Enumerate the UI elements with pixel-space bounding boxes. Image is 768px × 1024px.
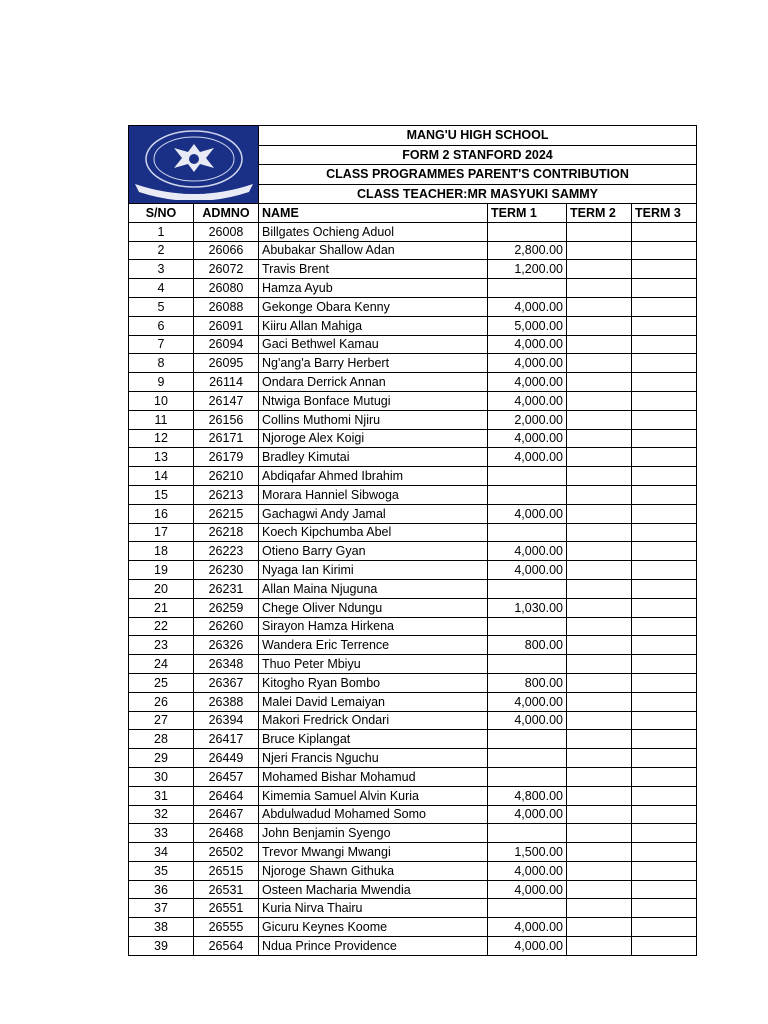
table-row [129, 730, 697, 749]
cell-term3 [632, 749, 697, 768]
cell-sno: 5 [129, 297, 194, 316]
cell-term3 [632, 391, 697, 410]
table-row [129, 598, 697, 617]
cell-term2 [567, 241, 632, 260]
cell-name: Gachagwi Andy Jamal [259, 504, 488, 523]
school-crest-icon [129, 126, 259, 200]
form-title: FORM 2 STANFORD 2024 [259, 145, 697, 165]
cell-term2 [567, 485, 632, 504]
table-row [129, 561, 697, 580]
table-row [129, 786, 697, 805]
cell-term1: 1,200.00 [488, 260, 567, 279]
cell-term3 [632, 899, 697, 918]
cell-name: Njeri Francis Nguchu [259, 749, 488, 768]
cell-sno: 10 [129, 391, 194, 410]
table-row [129, 373, 697, 392]
cell-term1: 4,000.00 [488, 448, 567, 467]
table-row [129, 542, 697, 561]
cell-term2 [567, 730, 632, 749]
cell-name: Morara Hanniel Sibwoga [259, 485, 488, 504]
cell-term1: 4,000.00 [488, 297, 567, 316]
cell-term2 [567, 880, 632, 899]
cell-admno: 26215 [194, 504, 259, 523]
cell-admno: 26468 [194, 824, 259, 843]
cell-term1: 4,000.00 [488, 561, 567, 580]
cell-term1 [488, 617, 567, 636]
cell-term1 [488, 655, 567, 674]
cell-term2 [567, 410, 632, 429]
cell-admno: 26449 [194, 749, 259, 768]
cell-term1: 4,000.00 [488, 429, 567, 448]
cell-admno: 26147 [194, 391, 259, 410]
cell-admno: 26457 [194, 767, 259, 786]
cell-term2 [567, 861, 632, 880]
cell-admno: 26417 [194, 730, 259, 749]
cell-term2 [567, 504, 632, 523]
cell-term1: 4,800.00 [488, 786, 567, 805]
table-row [129, 222, 697, 241]
cell-admno: 26260 [194, 617, 259, 636]
col-term2: TERM 2 [567, 204, 632, 223]
cell-term2 [567, 354, 632, 373]
cell-sno: 32 [129, 805, 194, 824]
cell-term3 [632, 673, 697, 692]
cell-sno: 3 [129, 260, 194, 279]
cell-term3 [632, 786, 697, 805]
cell-sno: 8 [129, 354, 194, 373]
cell-term1: 800.00 [488, 636, 567, 655]
cell-name: Chege Oliver Ndungu [259, 598, 488, 617]
cell-term1 [488, 767, 567, 786]
table-row [129, 805, 697, 824]
cell-sno: 11 [129, 410, 194, 429]
cell-sno: 1 [129, 222, 194, 241]
cell-name: Osteen Macharia Mwendia [259, 880, 488, 899]
cell-term2 [567, 786, 632, 805]
cell-term3 [632, 918, 697, 937]
cell-name: Malei David Lemaiyan [259, 692, 488, 711]
cell-term1: 4,000.00 [488, 937, 567, 956]
cell-sno: 14 [129, 467, 194, 486]
cell-term2 [567, 316, 632, 335]
cell-admno: 26088 [194, 297, 259, 316]
cell-term2 [567, 448, 632, 467]
col-sno: S/NO [129, 204, 194, 223]
table-row [129, 279, 697, 298]
cell-name: Abdiqafar Ahmed Ibrahim [259, 467, 488, 486]
table-row [129, 899, 697, 918]
cell-term3 [632, 222, 697, 241]
cell-term2 [567, 222, 632, 241]
cell-sno: 28 [129, 730, 194, 749]
table-body [129, 222, 697, 955]
table-row [129, 297, 697, 316]
table-row [129, 711, 697, 730]
cell-name: Allan Maina Njuguna [259, 579, 488, 598]
cell-name: Otieno Barry Gyan [259, 542, 488, 561]
cell-sno: 30 [129, 767, 194, 786]
cell-sno: 38 [129, 918, 194, 937]
cell-term1: 4,000.00 [488, 861, 567, 880]
cell-term3 [632, 561, 697, 580]
cell-admno: 26210 [194, 467, 259, 486]
cell-term3 [632, 542, 697, 561]
cell-admno: 26080 [194, 279, 259, 298]
cell-name: Gicuru Keynes Koome [259, 918, 488, 937]
cell-admno: 26348 [194, 655, 259, 674]
cell-admno: 26230 [194, 561, 259, 580]
cell-admno: 26467 [194, 805, 259, 824]
cell-admno: 26094 [194, 335, 259, 354]
cell-term1: 2,000.00 [488, 410, 567, 429]
cell-admno: 26464 [194, 786, 259, 805]
cell-term3 [632, 843, 697, 862]
cell-term2 [567, 373, 632, 392]
table-row [129, 260, 697, 279]
table-row [129, 880, 697, 899]
school-name: MANG'U HIGH SCHOOL [259, 126, 697, 146]
cell-name: Abdulwadud Mohamed Somo [259, 805, 488, 824]
cell-admno: 26259 [194, 598, 259, 617]
cell-term3 [632, 655, 697, 674]
cell-term2 [567, 692, 632, 711]
cell-sno: 4 [129, 279, 194, 298]
cell-term3 [632, 880, 697, 899]
cell-admno: 26091 [194, 316, 259, 335]
cell-sno: 25 [129, 673, 194, 692]
table-row [129, 241, 697, 260]
cell-term3 [632, 429, 697, 448]
cell-term2 [567, 598, 632, 617]
cell-term1: 4,000.00 [488, 391, 567, 410]
cell-term1 [488, 749, 567, 768]
cell-term1 [488, 485, 567, 504]
cell-name: Koech Kipchumba Abel [259, 523, 488, 542]
cell-admno: 26072 [194, 260, 259, 279]
cell-term1: 4,000.00 [488, 335, 567, 354]
cell-name: Bradley Kimutai [259, 448, 488, 467]
cell-sno: 16 [129, 504, 194, 523]
cell-name: Ndua Prince Providence [259, 937, 488, 956]
cell-term2 [567, 523, 632, 542]
cell-term2 [567, 843, 632, 862]
cell-term2 [567, 579, 632, 598]
cell-term2 [567, 297, 632, 316]
table-row [129, 316, 697, 335]
cell-sno: 26 [129, 692, 194, 711]
cell-sno: 12 [129, 429, 194, 448]
svg-text:MANG'U: MANG'U [182, 190, 206, 196]
cell-sno: 20 [129, 579, 194, 598]
cell-term3 [632, 373, 697, 392]
cell-sno: 33 [129, 824, 194, 843]
cell-admno: 26218 [194, 523, 259, 542]
cell-term3 [632, 824, 697, 843]
table-row [129, 391, 697, 410]
table-row [129, 918, 697, 937]
col-term1: TERM 1 [488, 204, 567, 223]
cell-term2 [567, 655, 632, 674]
table-row [129, 617, 697, 636]
cell-name: Kuria Nirva Thairu [259, 899, 488, 918]
table-row [129, 655, 697, 674]
table-header [129, 126, 697, 223]
cell-term3 [632, 805, 697, 824]
cell-sno: 29 [129, 749, 194, 768]
cell-name: Bruce Kiplangat [259, 730, 488, 749]
col-name: NAME [259, 204, 488, 223]
table-row [129, 448, 697, 467]
cell-term3 [632, 316, 697, 335]
cell-sno: 9 [129, 373, 194, 392]
cell-sno: 23 [129, 636, 194, 655]
table-row [129, 335, 697, 354]
cell-term3 [632, 598, 697, 617]
cell-term3 [632, 279, 697, 298]
table-row [129, 937, 697, 956]
cell-term3 [632, 711, 697, 730]
cell-admno: 26502 [194, 843, 259, 862]
cell-term1: 1,500.00 [488, 843, 567, 862]
table-row [129, 429, 697, 448]
cell-term1 [488, 523, 567, 542]
cell-admno: 26114 [194, 373, 259, 392]
cell-term2 [567, 467, 632, 486]
cell-term3 [632, 354, 697, 373]
cell-term2 [567, 617, 632, 636]
cell-name: Kitogho Ryan Bombo [259, 673, 488, 692]
cell-sno: 24 [129, 655, 194, 674]
cell-admno: 26213 [194, 485, 259, 504]
cell-name: Hamza Ayub [259, 279, 488, 298]
cell-term3 [632, 937, 697, 956]
cell-name: Travis Brent [259, 260, 488, 279]
table-row [129, 485, 697, 504]
contribution-table [128, 125, 697, 956]
cell-term3 [632, 861, 697, 880]
cell-sno: 36 [129, 880, 194, 899]
cell-term1: 4,000.00 [488, 711, 567, 730]
cell-term1: 4,000.00 [488, 373, 567, 392]
cell-term2 [567, 918, 632, 937]
cell-term3 [632, 260, 697, 279]
table-row [129, 636, 697, 655]
school-logo [129, 126, 259, 204]
cell-term2 [567, 429, 632, 448]
cell-sno: 27 [129, 711, 194, 730]
cell-sno: 17 [129, 523, 194, 542]
cell-term1: 4,000.00 [488, 880, 567, 899]
cell-name: Thuo Peter Mbiyu [259, 655, 488, 674]
cell-admno: 26179 [194, 448, 259, 467]
cell-term3 [632, 523, 697, 542]
cell-term3 [632, 692, 697, 711]
cell-term3 [632, 485, 697, 504]
cell-name: Njoroge Shawn Githuka [259, 861, 488, 880]
table-row [129, 824, 697, 843]
table-row [129, 692, 697, 711]
cell-admno: 26066 [194, 241, 259, 260]
cell-sno: 7 [129, 335, 194, 354]
cell-admno: 26367 [194, 673, 259, 692]
cell-name: Makori Fredrick Ondari [259, 711, 488, 730]
cell-admno: 26095 [194, 354, 259, 373]
contribution-sheet [128, 125, 696, 956]
cell-sno: 6 [129, 316, 194, 335]
cell-term1: 4,000.00 [488, 692, 567, 711]
cell-sno: 18 [129, 542, 194, 561]
cell-term3 [632, 448, 697, 467]
cell-term2 [567, 260, 632, 279]
cell-name: Abubakar Shallow Adan [259, 241, 488, 260]
cell-name: Kiiru Allan Mahiga [259, 316, 488, 335]
cell-term2 [567, 899, 632, 918]
cell-term1: 4,000.00 [488, 918, 567, 937]
table-row [129, 843, 697, 862]
column-headers [129, 204, 697, 223]
cell-term1 [488, 899, 567, 918]
cell-sno: 37 [129, 899, 194, 918]
cell-term2 [567, 937, 632, 956]
cell-term1 [488, 222, 567, 241]
table-row [129, 673, 697, 692]
cell-name: Ondara Derrick Annan [259, 373, 488, 392]
cell-term3 [632, 335, 697, 354]
cell-sno: 34 [129, 843, 194, 862]
cell-term2 [567, 711, 632, 730]
cell-term1: 4,000.00 [488, 805, 567, 824]
cell-admno: 26156 [194, 410, 259, 429]
table-row [129, 861, 697, 880]
cell-term3 [632, 241, 697, 260]
cell-term3 [632, 410, 697, 429]
cell-term1 [488, 824, 567, 843]
cell-name: Kimemia Samuel Alvin Kuria [259, 786, 488, 805]
cell-name: Billgates Ochieng Aduol [259, 222, 488, 241]
cell-term2 [567, 767, 632, 786]
table-row [129, 410, 697, 429]
cell-term2 [567, 749, 632, 768]
cell-term2 [567, 391, 632, 410]
table-row [129, 467, 697, 486]
cell-term1: 4,000.00 [488, 504, 567, 523]
cell-name: Njoroge Alex Koigi [259, 429, 488, 448]
cell-term3 [632, 730, 697, 749]
cell-admno: 26555 [194, 918, 259, 937]
cell-term1: 4,000.00 [488, 354, 567, 373]
cell-term3 [632, 467, 697, 486]
cell-term1 [488, 730, 567, 749]
cell-term1: 2,800.00 [488, 241, 567, 260]
cell-sno: 39 [129, 937, 194, 956]
cell-admno: 26223 [194, 542, 259, 561]
cell-name: Collins Muthomi Njiru [259, 410, 488, 429]
cell-admno: 26531 [194, 880, 259, 899]
cell-term2 [567, 673, 632, 692]
cell-term3 [632, 504, 697, 523]
cell-term3 [632, 767, 697, 786]
cell-term2 [567, 824, 632, 843]
cell-sno: 13 [129, 448, 194, 467]
cell-name: Ng'ang'a Barry Herbert [259, 354, 488, 373]
cell-admno: 26171 [194, 429, 259, 448]
cell-term3 [632, 617, 697, 636]
cell-admno: 26515 [194, 861, 259, 880]
col-term3: TERM 3 [632, 204, 697, 223]
cell-sno: 19 [129, 561, 194, 580]
cell-name: Sirayon Hamza Hirkena [259, 617, 488, 636]
cell-sno: 15 [129, 485, 194, 504]
cell-term2 [567, 561, 632, 580]
class-teacher: CLASS TEACHER:MR MASYUKI SAMMY [259, 184, 697, 204]
cell-name: Gekonge Obara Kenny [259, 297, 488, 316]
cell-admno: 26388 [194, 692, 259, 711]
cell-name: Wandera Eric Terrence [259, 636, 488, 655]
cell-admno: 26551 [194, 899, 259, 918]
sheet-subject: CLASS PROGRAMMES PARENT'S CONTRIBUTION [259, 165, 697, 185]
cell-term3 [632, 579, 697, 598]
cell-name: Trevor Mwangi Mwangi [259, 843, 488, 862]
cell-term1: 800.00 [488, 673, 567, 692]
cell-term2 [567, 279, 632, 298]
cell-term1: 4,000.00 [488, 542, 567, 561]
cell-term1: 5,000.00 [488, 316, 567, 335]
cell-name: Gaci Bethwel Kamau [259, 335, 488, 354]
table-row [129, 354, 697, 373]
cell-sno: 21 [129, 598, 194, 617]
cell-name: Ntwiga Bonface Mutugi [259, 391, 488, 410]
cell-sno: 22 [129, 617, 194, 636]
cell-term1 [488, 279, 567, 298]
cell-name: John Benjamin Syengo [259, 824, 488, 843]
cell-term2 [567, 636, 632, 655]
cell-sno: 31 [129, 786, 194, 805]
table-row [129, 579, 697, 598]
cell-admno: 26326 [194, 636, 259, 655]
cell-admno: 26231 [194, 579, 259, 598]
cell-sno: 35 [129, 861, 194, 880]
cell-name: Nyaga Ian Kirimi [259, 561, 488, 580]
cell-term2 [567, 542, 632, 561]
cell-term1: 1,030.00 [488, 598, 567, 617]
table-row [129, 504, 697, 523]
cell-term2 [567, 805, 632, 824]
cell-admno: 26394 [194, 711, 259, 730]
cell-sno: 2 [129, 241, 194, 260]
cell-term1 [488, 579, 567, 598]
cell-term3 [632, 636, 697, 655]
cell-term1 [488, 467, 567, 486]
cell-term3 [632, 297, 697, 316]
table-row [129, 767, 697, 786]
col-admno: ADMNO [194, 204, 259, 223]
cell-admno: 26564 [194, 937, 259, 956]
cell-admno: 26008 [194, 222, 259, 241]
cell-name: Mohamed Bishar Mohamud [259, 767, 488, 786]
cell-term2 [567, 335, 632, 354]
table-row [129, 523, 697, 542]
table-row [129, 749, 697, 768]
